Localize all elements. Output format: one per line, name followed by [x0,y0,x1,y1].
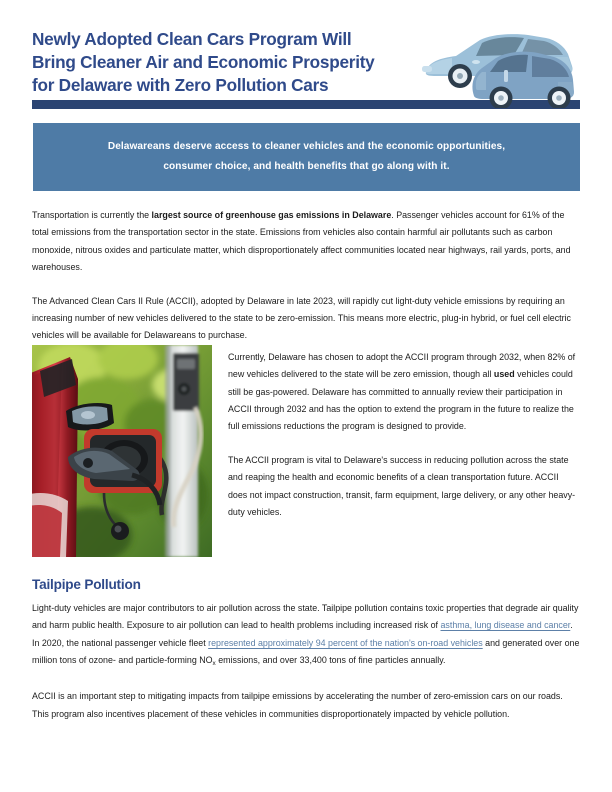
p5-part-d: emissions, and over 33,400 tons of fine particles annually. [215,655,446,666]
section-spacer [0,557,612,577]
p3-part-a: Currently, Delaware has chosen to adopt the ACCII program through 2032, when 82% of new vehicles delivered to the state will be zero emission, though all [228,351,576,380]
callout-banner [33,123,580,191]
p5-part-a: Light-duty vehicles are major contributors to air pollution across the state. Tailpipe pollution contains toxic properties that degrade air quality and harm public health. Exposure to air pollution can lead to health problems including increased risk of [32,602,579,631]
p1-bold-phrase: largest source of greenhouse gas emissions in Delaware [151,210,392,220]
tailpipe-text-block [0,600,612,723]
p3-part-b: vehicles could still be gas-powered. Delaware has committed to annually review their participation in ACCII through 2032 and has the option to extend the program in the future to realize the full emissions reductions the program is designed to provide. [228,369,574,432]
paragraph-accii-rule: The Advanced Clean Cars II Rule (ACCII), adopted by Delaware in late 2023, will rapidly cut light-duty vehicle emissions by requiring an increasing number of new vehicles delivered to the state to be zero-emission. This means more electric, plug-in hybrid, or fuel cell electric vehicles will be available for Delawareans to purchase. [32,295,571,341]
document-header [0,0,612,95]
section-heading-tailpipe-pollution: Tailpipe Pollution [32,576,141,592]
page-title [32,28,432,97]
p1-part-a: Transportation is currently the [32,210,152,220]
ev-charging-red-car-photo [32,345,212,557]
paragraph-adoption-2032 [228,349,580,436]
two-blue-cars-illustration [418,26,590,108]
photo-and-text-row [0,345,612,557]
paragraph-transportation [32,207,580,277]
link-94-percent-on-road-vehicles[interactable]: represented approximately 94 percent of the nation's on-road vehicles [208,637,483,648]
p5-part-c: and generated over one million tons of ozone- and particle-forming NO [32,637,580,666]
link-asthma-lung-disease-cancer[interactable]: asthma, lung disease and cancer [440,620,571,631]
p3-bold-word: used [493,369,515,380]
paragraph-tailpipe-health [32,600,580,673]
page-title-line-3: for Delaware with Zero Pollution Cars [32,75,329,95]
callout-line-2: consumer choice, and health benefits that go along with it. [163,160,450,172]
p5-part-b: . In 2020, the national passenger vehicle fleet [32,620,573,648]
intro-text-block [0,191,612,345]
side-text-column [228,345,580,522]
p1-part-b: . Passenger vehicles account for 61% of the total emissions from the transportation sector in the state. Emissions from vehicles also contain harmful air pollutants such as carbon monoxide, nitrous oxides and particulate matter, which disproportionately affect communities located near highways, rail yards, ports, and warehouses. [32,210,571,273]
page-title-line-2: Bring Cleaner Air and Economic Prosperity [32,52,375,72]
paragraph-accii-important-step: ACCII is an important step to mitigating impacts from tailpipe emissions by accelerating the number of zero-emission cars on our roads. This program also incentives placement of these vehicles in communities disproportionately impacted by vehicle pollution. [32,691,563,719]
paragraph-accii-vital: The ACCII program is vital to Delaware's success in reducing pollution across the state and reaping the health and economic benefits of a clean transportation future. ACCII does not impact construction, transit, farm equipment, large delivery, or any other heavy-duty vehicles. [228,454,576,518]
callout-line-1: Delawareans deserve access to cleaner vehicles and the economic opportunities, [107,141,506,152]
nox-subscript: x [212,660,216,668]
page-title-line-1: Newly Adopted Clean Cars Program Will [32,29,352,49]
